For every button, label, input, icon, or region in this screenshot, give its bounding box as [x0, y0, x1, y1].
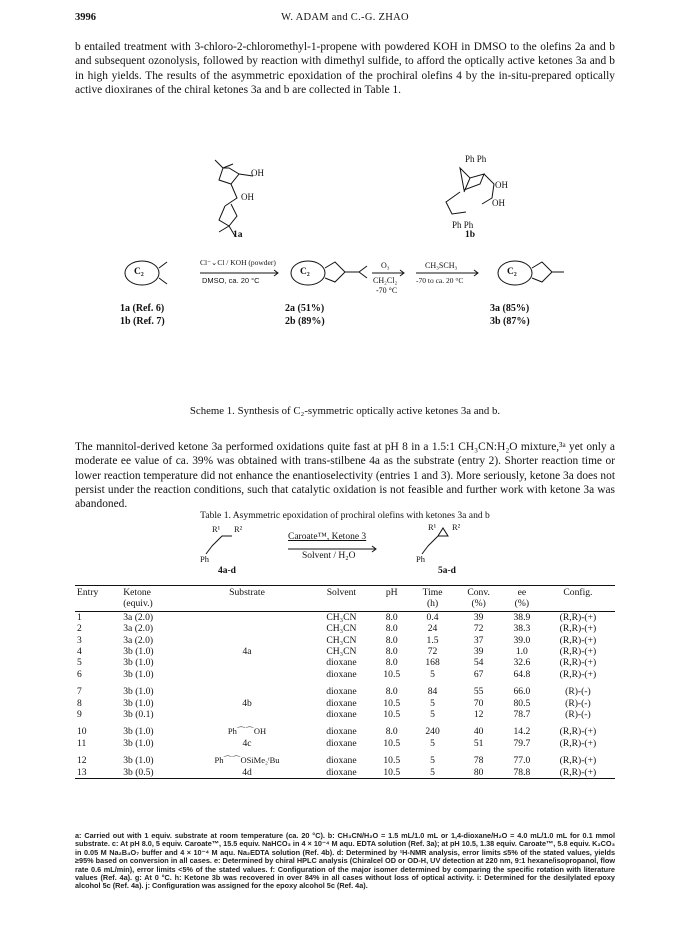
- product-series-label: 5a-d: [438, 566, 456, 576]
- table-caption: Table 1. Asymmetric epoxidation of prochiral olefins with ketones 3a and b: [200, 510, 490, 521]
- cell-entry: 4: [77, 646, 82, 658]
- cell-ee: 39.0: [513, 634, 531, 646]
- cell-solvent: dioxane: [326, 737, 357, 749]
- cell-ee: 78.8: [503, 767, 541, 779]
- table-row: [75, 669, 615, 680]
- cell-ph: 10.5: [383, 755, 401, 767]
- cell-conv: 54: [473, 657, 484, 669]
- cell-ee: 80.5: [513, 697, 531, 709]
- cell-config: (R,R)-(+): [559, 657, 597, 669]
- r1-label-prod: R¹: [428, 522, 437, 532]
- table-row: [75, 680, 615, 697]
- cell-conv: 40: [473, 726, 484, 738]
- compound-1b-label: 1b: [465, 230, 476, 240]
- cell-ph: 10.5: [383, 668, 401, 680]
- cell-config: (R,R)-(+): [559, 668, 597, 680]
- cell-entry: 1: [77, 611, 82, 623]
- cell-config: (R)-(-): [565, 697, 591, 709]
- cell-ketone: 3a (2.0): [123, 634, 154, 646]
- cell-ph: 10.5: [383, 697, 401, 709]
- table-row: [75, 698, 615, 709]
- cell-time: 5: [411, 767, 455, 779]
- scheme-1: [120, 148, 590, 418]
- r1-label: R¹: [212, 524, 221, 534]
- cell-solvent: CH₃CN: [326, 634, 357, 646]
- cell-solvent: CH₃CN: [326, 623, 357, 635]
- cell-ketone: 3b (1.0): [123, 646, 154, 658]
- cell-ee: 32.6: [513, 657, 531, 669]
- cell-time: 0.4: [426, 611, 439, 623]
- header-solvent: Solvent: [310, 586, 373, 599]
- cell-time: 1.5: [426, 634, 439, 646]
- cell-solvent: dioxane: [326, 697, 357, 709]
- cell-entry: 10: [77, 726, 87, 738]
- ring-label-right: C₂: [507, 267, 517, 277]
- cell-entry: 8: [77, 697, 82, 709]
- cell-substrate: [184, 611, 310, 623]
- table-row: [75, 635, 615, 646]
- header-ee: ee: [503, 586, 541, 599]
- cell-ee: 38.9: [513, 611, 531, 623]
- header-entry: Entry: [75, 586, 121, 599]
- row2-start: 1b (Ref. 7): [120, 316, 165, 327]
- dms-bottom: -70 to ca. 20 °C: [416, 276, 464, 285]
- dms-top: CH₃SCH₃: [425, 261, 458, 270]
- ozone-top: O₃: [381, 261, 390, 270]
- cell-substrate: [184, 657, 310, 668]
- cell-solvent: dioxane: [326, 755, 357, 767]
- cell-ph: 8.0: [385, 611, 398, 623]
- cell-ph: 10.5: [383, 737, 401, 749]
- subheader-ee: (%): [503, 598, 541, 611]
- cell-substrate: 4c: [242, 737, 252, 749]
- reagent-top: Cl⁻⌄Cl / KOH (powder): [200, 258, 276, 267]
- cell-solvent: CH₃CN: [326, 611, 357, 623]
- cell-conv: 39: [473, 611, 484, 623]
- r2-label-prod: R²: [452, 522, 461, 532]
- table-subheader-row: [75, 598, 615, 611]
- subheader-entry: [75, 598, 121, 611]
- cell-time: 24: [427, 623, 438, 635]
- header-ph: pH: [373, 586, 411, 599]
- cell-ee: 64.8: [513, 668, 531, 680]
- subheader-config: [541, 598, 615, 611]
- cell-conv: 67: [473, 668, 484, 680]
- oh-label-3: OH: [495, 180, 508, 190]
- cell-conv: 80: [454, 767, 503, 779]
- cell-substrate: [184, 623, 310, 634]
- cell-entry: 11: [77, 737, 87, 749]
- table-header-row: [75, 586, 615, 599]
- cell-ketone: 3b (1.0): [123, 668, 154, 680]
- cell-ee: 38.3: [513, 623, 531, 635]
- oh-label-1: OH: [251, 168, 264, 178]
- oh-label-2: OH: [241, 192, 254, 202]
- cell-entry: 7: [77, 686, 82, 698]
- cell-config: (R,R)-(+): [541, 767, 615, 779]
- cell-ketone: 3a (2.0): [123, 611, 154, 623]
- cell-entry: 12: [77, 755, 87, 767]
- cell-config: (R,R)-(+): [559, 755, 597, 767]
- table-reaction: [200, 522, 540, 580]
- cell-ph: 8.0: [385, 634, 398, 646]
- cell-solvent: dioxane: [326, 657, 357, 669]
- subheader-conv: (%): [454, 598, 503, 611]
- scheme-caption: Scheme 1. Synthesis of C₂-symmetric optically active ketones 3a and b.: [189, 405, 501, 417]
- cell-config: (R)-(-): [565, 686, 591, 698]
- table-row: [75, 709, 615, 720]
- cell-solvent: dioxane: [326, 668, 357, 680]
- cell-entry: 2: [77, 623, 82, 635]
- header-config: Config.: [541, 586, 615, 599]
- cell-config: (R,R)-(+): [559, 726, 597, 738]
- row1-start: 1a (Ref. 6): [120, 303, 165, 314]
- cell-conv: 70: [473, 697, 484, 709]
- cell-conv: 37: [473, 634, 484, 646]
- ph-label-prod: Ph: [416, 554, 425, 564]
- cell-entry: 9: [77, 709, 82, 721]
- table-row: [75, 720, 615, 737]
- body-paragraph-2: The mannitol-derived ketone 3a performed oxidations quite fast at pH 8 in a 1.5:1 CH₃CN:H₂O mixture,³ᵃ yet only a moderate ee value of ca. 39% was obtained with trans-stilbene 4a as the substrate (entry 2). Shorter reaction time or lower reaction temperature did not enhance the enantioselectivity (entries 1 and 3). More seriously, ketone 3a does not persist under the reaction conditions, such that catalytic oxidation is not feasible and further work with ketone 3a was abandoned.: [75, 441, 615, 511]
- cell-solvent: dioxane: [326, 726, 357, 738]
- page-header: [75, 12, 615, 26]
- cell-ketone: 3b (1.0): [123, 737, 154, 749]
- cell-conv: 12: [473, 709, 484, 721]
- subheader-solvent: [310, 598, 373, 611]
- running-head: W. ADAM and C.-G. ZHAO: [281, 12, 409, 23]
- results-table: [75, 585, 615, 779]
- cell-ketone: 3b (1.0): [123, 726, 154, 738]
- ring-label-left: C₂: [134, 267, 144, 277]
- subheader-ph: [373, 598, 411, 611]
- compound-1a-label: 1a: [233, 230, 243, 240]
- ph-label-1: Ph Ph: [465, 154, 487, 164]
- cell-ph: 8.0: [385, 646, 398, 658]
- table-row: [75, 738, 615, 749]
- substrate-series-label: 4a-d: [218, 566, 236, 576]
- substrate-structure: Ph⌒⌒OH: [227, 726, 267, 737]
- ozone-bottom: CH₂Cl₂: [373, 276, 398, 285]
- cell-ee: 1.0: [515, 646, 528, 658]
- cell-substrate: 4b: [242, 697, 252, 709]
- cell-ketone: 3b (1.0): [123, 755, 154, 767]
- cell-substrate: [184, 669, 310, 680]
- oh-label-4: OH: [492, 198, 505, 208]
- cell-time: 5: [430, 737, 435, 749]
- header-time: Time: [411, 586, 455, 599]
- reaction-drawing: [200, 522, 540, 580]
- cell-time: 72: [427, 646, 438, 658]
- reaction-bottom: Solvent / H₂O: [302, 551, 356, 561]
- cell-solvent: CH₃CN: [326, 646, 357, 658]
- cell-config: (R,R)-(+): [559, 611, 597, 623]
- cell-conv: 78: [473, 755, 484, 767]
- table-row: [75, 767, 615, 779]
- ph-label-2: Ph Ph: [452, 220, 474, 230]
- cell-solvent: dioxane: [310, 767, 373, 779]
- row1-end: 3a (85%): [490, 303, 530, 314]
- cell-conv: 55: [473, 686, 484, 698]
- cell-time: 5: [430, 755, 435, 767]
- cell-entry: 3: [77, 634, 82, 646]
- cell-time: 5: [430, 697, 435, 709]
- cell-ketone: 3a (2.0): [123, 623, 154, 635]
- cell-ee: 79.7: [513, 737, 531, 749]
- cell-solvent: dioxane: [326, 686, 357, 698]
- subheader-ketone: (equiv.): [121, 598, 184, 611]
- cell-config: (R,R)-(+): [559, 623, 597, 635]
- row1-mid: 2a (51%): [285, 303, 325, 314]
- cell-ee: 78.7: [513, 709, 531, 721]
- table-row: [75, 657, 615, 668]
- cell-ee: 77.0: [513, 755, 531, 767]
- subheader-time: (h): [411, 598, 455, 611]
- cell-conv: 72: [473, 623, 484, 635]
- cell-ph: 8.0: [385, 657, 398, 669]
- cell-ketone: 3b (0.1): [123, 709, 154, 721]
- cell-time: 5: [430, 668, 435, 680]
- cell-ph: 10.5: [383, 709, 401, 721]
- header-conv: Conv.: [454, 586, 503, 599]
- cell-config: (R,R)-(+): [559, 737, 597, 749]
- table-footnotes: a: Carried out with 1 equiv. substrate at room temperature (ca. 20 °C). b: CH₃CN/H₂O = 1.5 mL/1.0 mL or 1,4-dioxane/H₂O = 4.0 mL/1.0 mL for 0.1 mmol substrate. c: At pH 8.0, 5 equiv. Caroate™, 15.5 equiv. NaHCO₃ in 4 × 10⁻⁴ M aqu. EDTA solution (Ref. 3a); at pH 10.5, 1.38 equiv. Caroate™, 5.8 equiv. K₂CO₃ in 0.05 M Na₂B₄O₇ buffer and 4 × 10⁻⁴ M aqu. Na₂EDTA solution (Ref. 4b). d: Determined by ¹H-NMR analysis, error limits ≤5% of the stated values, yields ≥95% based on conversion in all cases. e: Determined by chiral HPLC analysis (Chiralcel OD or OD-H, UV detection at 220 nm, 9:1 hexane/isopropanol, flow rate 0.6 mL/min), error limits <5% of the stated values. f: Configuration of the major isomer determined by comparing the specific rotation with literature values (Ref. 4a). g: At 0 °C. h: Ketone 3b was recovered in over 84% in all cases without loss of optical activity. i: Determined for the desilylated epoxy alcohol 5c (Ref. 4a). j: Configuration was assigned for the epoxy alcohol 5c (Ref. 4a).: [75, 831, 615, 891]
- cell-entry: 5: [77, 657, 82, 669]
- ring-label-middle: C₂: [300, 267, 310, 277]
- cell-config: (R,R)-(+): [559, 646, 597, 658]
- cell-time: 84: [427, 686, 438, 698]
- body-paragraph-1: b entailed treatment with 3-chloro-2-chloromethyl-1-propene with powdered KOH in DMSO to the olefins 2a and b and subsequent ozonolysis, followed by reaction with dimethyl sulfide, to afford the optically active ketones 3a and b in high yields. The results of the asymmetric epoxidation of the prochiral olefins 4 by the in-situ-prepared optically active dioxiranes of the chiral ketones 3a and b are collected in Table 1.: [75, 41, 615, 96]
- page-number: 3996: [75, 12, 96, 23]
- cell-ketone: 3b (1.0): [123, 697, 154, 709]
- cell-ketone: 3b (0.5): [121, 767, 184, 779]
- cell-substrate: 4a: [242, 646, 252, 658]
- cell-time: 5: [430, 709, 435, 721]
- cell-substrate: 4d: [184, 767, 310, 779]
- ph-label-sub: Ph: [200, 554, 209, 564]
- cell-substrate: [184, 749, 310, 766]
- cell-entry: 13: [75, 767, 121, 779]
- row2-mid: 2b (89%): [285, 316, 325, 327]
- substrate-structure: Ph⌒⌒OSiMe₂ᵗBu: [214, 755, 280, 766]
- table-row: [75, 646, 615, 657]
- r2-label: R²: [234, 524, 243, 534]
- cell-entry: 6: [77, 668, 82, 680]
- cell-time: 240: [425, 726, 440, 738]
- cell-config: (R)-(-): [565, 709, 591, 721]
- cell-ph: 8.0: [385, 686, 398, 698]
- cell-ee: 14.2: [513, 726, 531, 738]
- table-row: [75, 623, 615, 634]
- cell-config: (R,R)-(+): [559, 634, 597, 646]
- cell-substrate: [184, 720, 310, 737]
- header-substrate: Substrate: [184, 586, 310, 599]
- cell-substrate: [184, 635, 310, 646]
- cell-solvent: dioxane: [326, 709, 357, 721]
- cell-time: 168: [425, 657, 440, 669]
- cell-conv: 51: [473, 737, 484, 749]
- ozone-temp: -70 °C: [376, 286, 398, 295]
- reagent-bottom: DMSO, ca. 20 °C: [202, 276, 260, 285]
- cell-ph: 8.0: [385, 623, 398, 635]
- cell-conv: 39: [473, 646, 484, 658]
- subheader-substrate: [184, 598, 310, 611]
- cell-ketone: 3b (1.0): [123, 686, 154, 698]
- header-ketone: Ketone: [121, 586, 184, 599]
- cell-ph: 8.0: [385, 726, 398, 738]
- table-row: [75, 749, 615, 766]
- cell-ph: 10.5: [373, 767, 411, 779]
- cell-substrate: [184, 680, 310, 697]
- cell-substrate: [184, 709, 310, 720]
- reaction-top: Caroate™, Ketone 3: [288, 532, 367, 542]
- cell-ee: 66.0: [513, 686, 531, 698]
- cell-ketone: 3b (1.0): [123, 657, 154, 669]
- scheme-drawing: [120, 148, 590, 408]
- table-row: [75, 611, 615, 623]
- row2-end: 3b (87%): [490, 316, 530, 327]
